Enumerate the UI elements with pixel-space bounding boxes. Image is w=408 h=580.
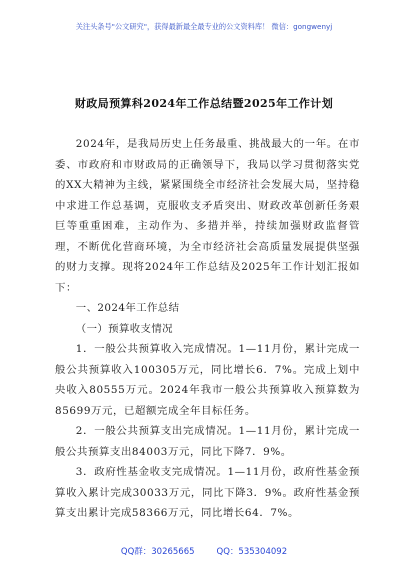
qq-group: QQ群：30265665 [120,547,195,557]
qq-contact: QQ：535304092 [216,547,288,557]
intro-paragraph: 2024年，是我局历史上任务最重、挑战最大的一年。在市委、市政府和市财政局的正确领导下，我局以学习贯彻落实党的XX大精神为主线，紧紧围绕全市经济社会发展大局，坚持稳中求进工作总基调，克服收支矛盾突出、财政改革创新任务艰巨等重重困难，主动作为、多措并举，持续加强财政监督管理，不断优化营商环境，为全市经济社会高质量发展提供坚强的财力支撑。现将2024年工作总结及2025年工作计划汇报如下： [55,138,360,294]
footer-contact [0,545,408,557]
revenue-paragraph: 1．一般公共预算收入完成情况。1—11月份，累计完成一般公共预算收入100305万元，同比增长6．7%。完成上划中央收入80555万元。2024年我市一般公共预算收入预算数为85699万元，已超额完成全年目标任务。 [55,343,360,417]
expenditure-paragraph: 2．一般公共预算支出完成情况。1—11月份，累计完成一般公共预算支出84003万元，同比下降7．9%。 [55,425,360,458]
fund-paragraph: 3．政府性基金收支完成情况。1—11月份，政府性基金预算收入累计完成30033万元，同比下降3．9%。政府性基金预算支出累计完成58366万元，同比增长64．7%。 [55,466,360,519]
section-heading: 一、2024年工作总结 [75,302,180,314]
subsection-heading: （一）预算收支情况 [75,322,173,335]
document-body [55,134,360,524]
promo-banner: 关注头条号"公文研究"，获得最新最全最专业的公文资料库！ 微信：gongwenyj [75,22,333,31]
document-title: 财政局预算科2024年工作总结暨2025年工作计划 [74,97,334,110]
